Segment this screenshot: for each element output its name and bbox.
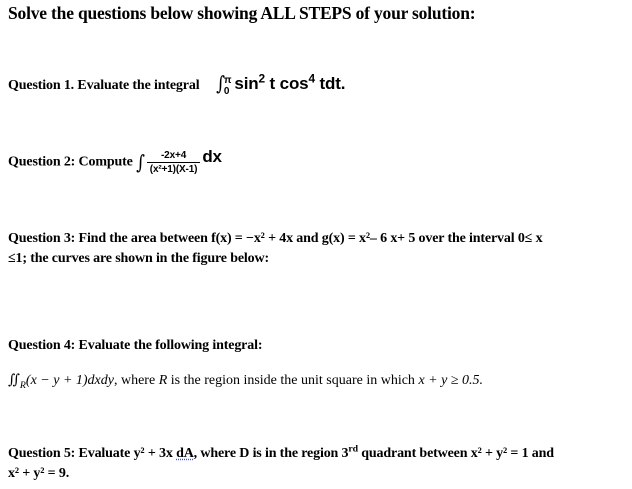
question-3-line-2: ≤1; the curves are shown in the figure below: <box>8 251 269 266</box>
question-1 <box>8 71 346 97</box>
question-1-label: Question 1. Evaluate the integral <box>8 78 200 93</box>
dA-term: dA <box>176 446 194 461</box>
question-4-integrand: (x − y + 1)dxdy <box>25 373 114 388</box>
integral-symbol: ∫ <box>136 151 145 174</box>
fraction-denominator: (x²+1)(X-1) <box>147 162 201 175</box>
instructions-heading: Solve the questions below showing ALL STEPS of your solution: <box>8 3 476 23</box>
differential: dx <box>202 146 222 166</box>
question-2 <box>8 146 222 175</box>
fraction <box>147 150 201 175</box>
question-4-label: Question 4: Evaluate the following integral: <box>8 338 263 353</box>
question-5-line-1: Question 5: Evaluate y² + 3x dA, where D is in the region 3rd quadrant between x² + y² = 1 and <box>8 443 554 461</box>
lower-limit: 0 <box>223 85 230 97</box>
region-subscript: R <box>19 379 26 391</box>
integral-symbol: ∫ <box>216 72 225 96</box>
region-condition: x + y ≥ 0.5. <box>418 373 483 388</box>
region-symbol: R <box>158 373 168 388</box>
double-integral-symbol: ∬ <box>8 373 20 388</box>
question-4-expression: $∬_R(x - y$ + 1)dxdy, where R is the region inside the unit square in which x + y ≥ 0.5. <box>8 373 483 391</box>
upper-limit: π <box>223 74 232 86</box>
question-2-label: Question 2: Compute <box>8 154 133 170</box>
ordinal-suffix: rd <box>348 443 358 455</box>
question-3-line-1: Question 3: Find the area between f(x) = −x² + 4x and g(x) = x²– 6 x+ 5 over the interval 0≤ x <box>8 231 543 246</box>
question-5-line-2: x² + y² = 9. <box>8 466 70 481</box>
fraction-numerator: -2x+4 <box>161 150 187 161</box>
question-1-integrand: $\sin^2 t$ $\cos^4$ tdt. <box>234 71 346 93</box>
